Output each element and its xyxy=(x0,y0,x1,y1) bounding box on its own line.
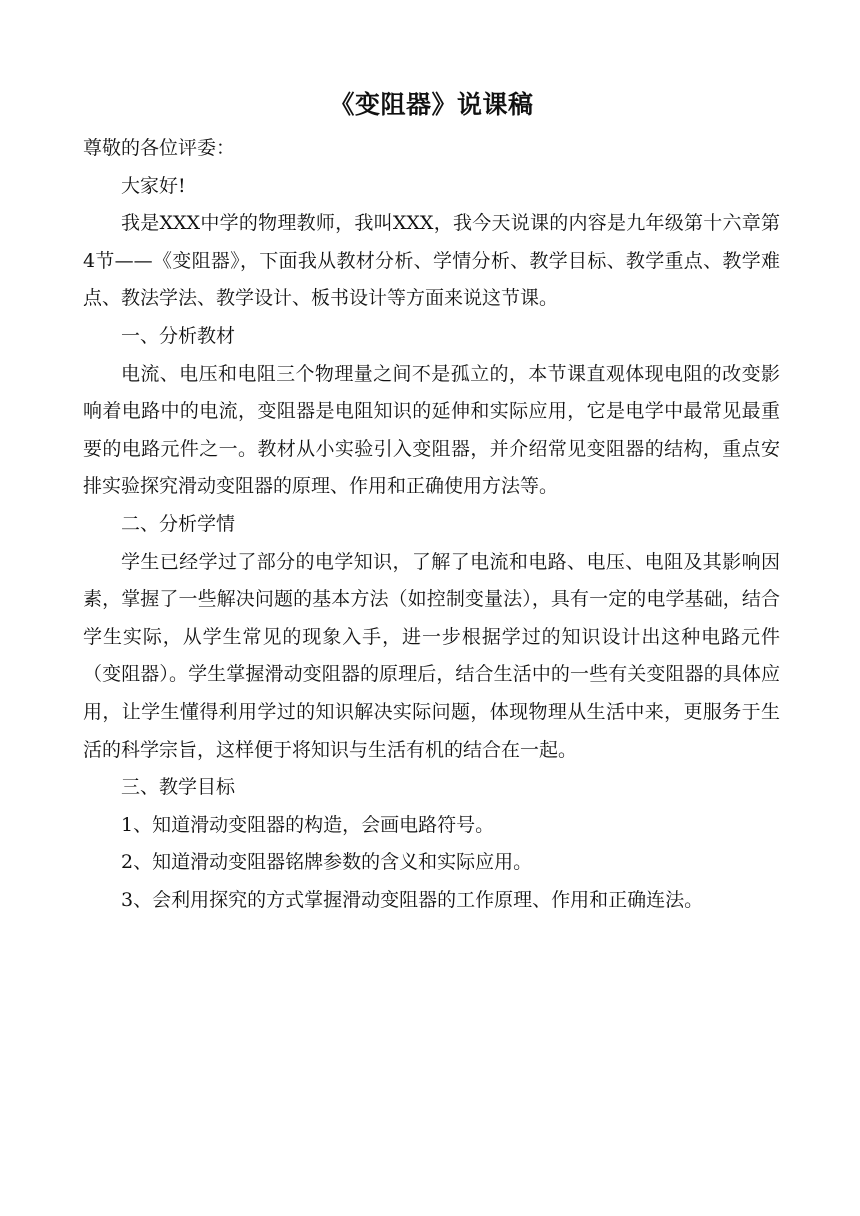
intro-paragraph: 我是XXX中学的物理教师，我叫XXX，我今天说课的内容是九年级第十六章第4节——《变阻器》，下面我从教材分析、学情分析、教学目标、教学重点、教学难点、教法学法、教学设计、板书设计等方面来说这节课。 xyxy=(83,212,780,310)
goal-item-3: 3、会利用探究的方式掌握滑动变阻器的工作原理、作用和正确连法。 xyxy=(121,888,704,911)
section-heading-textbook: 一、分析教材 xyxy=(121,324,236,347)
greeting: 尊敬的各位评委： xyxy=(83,137,236,159)
section-body-students: 学生已经学过了部分的电学知识，了解了电流和电路、电压、电阻及其影响因素，掌握了一些解决问题的基本方法（如控制变量法），具有一定的电学基础，结合学生实际，从学生常见的现象入手，进一步根据学过的知识设计出这种电路元件（变阻器）。学生掌握滑动变阻器的原理后，结合生活中的一些有关变阻器的具体应用，让学生懂得利用学过的知识解决实际问题，体现物理从生活中来，更服务于生活的科学宗旨，这样便于将知识与生活有机的结合在一起。 xyxy=(83,550,780,761)
section-body-textbook: 电流、电压和电阻三个物理量之间不是孤立的，本节课直观体现电阻的改变影响着电路中的电流，变阻器是电阻知识的延伸和实际应用，它是电学中最常见最重要的电路元件之一。教材从小实验引入变阻器，并介绍常见变阻器的结构，重点安排实验探究滑动变阻器的原理、作用和正确使用方法等。 xyxy=(83,362,780,498)
section-heading-goals: 三、教学目标 xyxy=(121,776,236,799)
hello-line: 大家好! xyxy=(121,174,186,197)
goal-item-1: 1、知道滑动变阻器的构造，会画电路符号。 xyxy=(121,813,495,836)
goal-item-2: 2、知道滑动变阻器铭牌参数的含义和实际应用。 xyxy=(121,851,533,874)
section-heading-students: 二、分析学情 xyxy=(121,512,236,535)
document-title: 《变阻器》说课稿 xyxy=(329,90,534,119)
